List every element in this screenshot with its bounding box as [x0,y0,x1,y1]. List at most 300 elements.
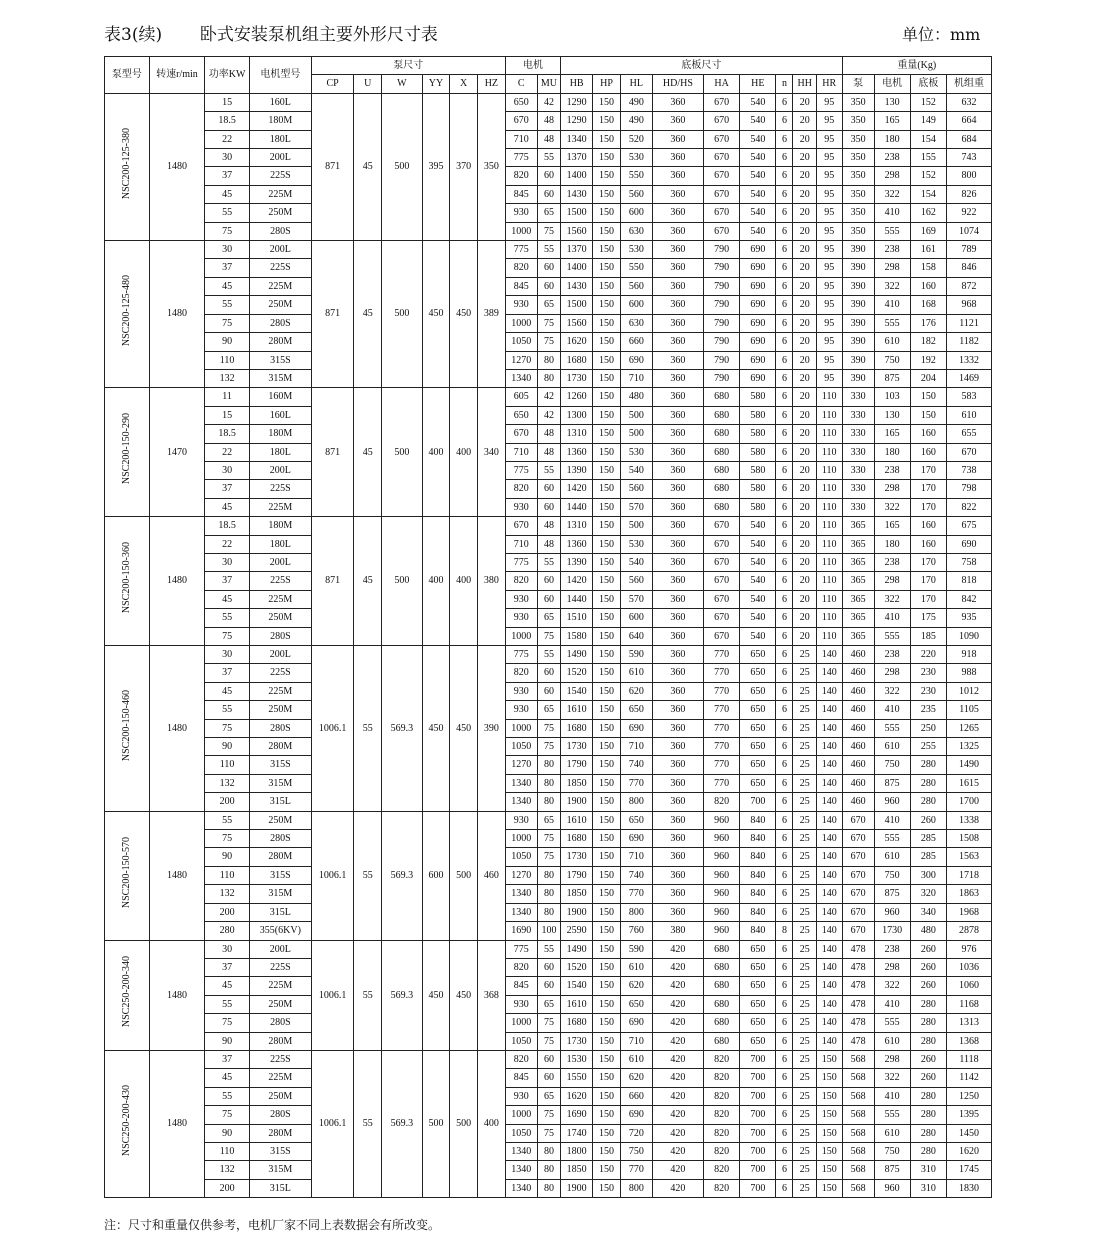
table-cell: 1325 [947,738,992,756]
table-cell: 750 [874,1142,910,1160]
table-cell: 360 [652,682,703,700]
col-header: 电机型号 [249,57,311,94]
table-cell: 150 [593,664,621,682]
table-cell: 200 [205,903,250,921]
table-cell: 6 [776,222,793,240]
table-cell: 75 [537,627,560,645]
table-cell: 680 [703,1032,739,1050]
table-cell: 100 [537,922,560,940]
table-cell: 500 [450,811,478,940]
table-cell: 37 [205,259,250,277]
table-cell: 150 [593,222,621,240]
table-cell: 478 [842,958,874,976]
table-cell: 20 [793,406,816,424]
table-cell: 150 [593,1106,621,1124]
table-cell: 710 [620,738,652,756]
table-cell: 30 [205,553,250,571]
table-cell: 1480 [149,241,204,388]
table-cell: 568 [842,1179,874,1197]
table-cell: 55 [537,646,560,664]
table-cell: 1400 [561,167,593,185]
table-cell: 1340 [505,885,537,903]
table-cell: 37 [205,480,250,498]
table-cell: 322 [874,590,910,608]
table-cell: 150 [593,830,621,848]
table-cell: 1730 [561,738,593,756]
table-cell: 555 [874,314,910,332]
table-cell: 6 [776,498,793,516]
table-cell: 820 [505,480,537,498]
table-cell: 360 [652,646,703,664]
table-cell: 200 [205,793,250,811]
table-cell: 1450 [947,1124,992,1142]
table-cell: 700 [740,1142,776,1160]
table-cell: 6 [776,646,793,664]
table-cell: 80 [537,1161,560,1179]
table-cell: 150 [593,1124,621,1142]
table-cell: 280 [910,1014,946,1032]
table-cell: 20 [793,443,816,461]
table-cell: 322 [874,1069,910,1087]
table-cell: 930 [505,609,537,627]
table-cell: 360 [652,314,703,332]
table-cell: 25 [793,958,816,976]
table-cell: 20 [793,112,816,130]
table-cell: 960 [703,848,739,866]
table-cell: 110 [816,627,842,645]
table-cell: 65 [537,811,560,829]
table-cell: 250M [249,811,311,829]
table-cell: 840 [740,811,776,829]
table-cell: 140 [816,866,842,884]
table-body [105,93,992,1197]
table-cell: 280S [249,1106,311,1124]
table-cell: 55 [205,1087,250,1105]
table-cell: 1090 [947,627,992,645]
table-cell: 235 [910,701,946,719]
table-cell: 460 [842,701,874,719]
table-cell: 1730 [561,848,593,866]
table-cell: 95 [816,277,842,295]
table-cell: 460 [842,756,874,774]
table-cell: 650 [740,719,776,737]
table-cell: 842 [947,590,992,608]
table-cell: 670 [703,572,739,590]
table-cell: 478 [842,940,874,958]
table-cell: 670 [703,185,739,203]
table-row [105,498,992,516]
table-cell: 6 [776,1161,793,1179]
table-cell: 150 [593,1069,621,1087]
table-cell: 225M [249,682,311,700]
table-cell: 37 [205,1050,250,1068]
table-cell: 25 [793,940,816,958]
table-cell: 280 [910,1142,946,1160]
table-cell: 390 [842,314,874,332]
table-cell: 18.5 [205,517,250,535]
table-cell: 310 [910,1179,946,1197]
table-row [105,314,992,332]
table-cell: 55 [537,940,560,958]
table-cell: 360 [652,793,703,811]
table-cell: 330 [842,461,874,479]
table-cell: 6 [776,995,793,1013]
table-cell: 1480 [149,811,204,940]
table-cell: 360 [652,425,703,443]
table-cell: 6 [776,461,793,479]
table-cell: 192 [910,351,946,369]
table-cell: 90 [205,1032,250,1050]
table-cell: 6 [776,93,793,111]
table-cell: 95 [816,112,842,130]
table-cell: 150 [593,958,621,976]
table-cell: 670 [703,590,739,608]
table-cell: 25 [793,922,816,940]
page-title: 表3(续) 卧式安装泵机组主要外形尺寸表 [104,25,438,45]
table-cell: 140 [816,756,842,774]
table-cell: 935 [947,609,992,627]
table-cell: 420 [652,995,703,1013]
table-cell: 620 [620,682,652,700]
table-cell: 365 [842,590,874,608]
table-cell: 280 [910,774,946,792]
table-cell: 360 [652,738,703,756]
table-cell: 820 [703,1069,739,1087]
table-cell: 1700 [947,793,992,811]
table-cell: 640 [620,627,652,645]
table-cell: 680 [703,977,739,995]
col-header: W [382,75,423,93]
table-cell: 650 [740,738,776,756]
table-cell: 55 [537,149,560,167]
table-cell: 20 [793,553,816,571]
table-cell: 580 [740,425,776,443]
table-cell: 840 [740,848,776,866]
table-cell: 6 [776,830,793,848]
table-cell: 360 [652,830,703,848]
table-cell: 260 [910,811,946,829]
table-cell: 150 [593,995,621,1013]
table-cell: 632 [947,93,992,111]
table-cell: 200L [249,940,311,958]
table-cell: 790 [703,351,739,369]
table-cell: 340 [478,388,506,517]
table-cell: 150 [593,93,621,111]
table-cell: 204 [910,369,946,387]
table-cell: 150 [593,1087,621,1105]
table-cell: 540 [740,204,776,222]
table-cell: 530 [620,443,652,461]
table-row [105,1161,992,1179]
table-cell: 569.3 [382,940,423,1050]
table-cell: 390 [842,241,874,259]
table-cell: 48 [537,112,560,130]
table-cell: 420 [652,940,703,958]
table-row [105,443,992,461]
table-cell: 1680 [561,351,593,369]
table-cell: 298 [874,259,910,277]
table-row [105,296,992,314]
table-row [105,112,992,130]
table-cell: 20 [793,333,816,351]
table-row [105,553,992,571]
table-row [105,149,992,167]
table-cell: 150 [593,388,621,406]
table-cell: 30 [205,461,250,479]
table-cell: 149 [910,112,946,130]
table-row [105,1124,992,1142]
table-cell: 420 [652,1087,703,1105]
table-cell: 6 [776,149,793,167]
table-row [105,572,992,590]
table-cell: 1480 [149,517,204,646]
table-cell: 670 [703,609,739,627]
table-cell: 1540 [561,682,593,700]
table-cell: 1730 [561,369,593,387]
table-cell: 650 [740,682,776,700]
table-cell: 560 [620,185,652,203]
table-cell: 6 [776,535,793,553]
table-cell: 60 [537,498,560,516]
table-cell: 6 [776,590,793,608]
table-cell: 540 [740,149,776,167]
table-cell: 770 [703,664,739,682]
table-cell: 140 [816,1014,842,1032]
table-cell: 540 [740,553,776,571]
table-cell: 420 [652,1179,703,1197]
table-cell: 20 [793,296,816,314]
table-cell: 650 [740,664,776,682]
table-cell: 360 [652,572,703,590]
table-cell: 1620 [561,333,593,351]
table-cell: 1300 [561,406,593,424]
table-cell: 15 [205,406,250,424]
table-cell: 60 [537,1050,560,1068]
table-cell: 150 [593,498,621,516]
table-cell: 20 [793,498,816,516]
table-cell: 6 [776,977,793,995]
table-cell: 700 [740,1069,776,1087]
table-cell: 22 [205,535,250,553]
table-cell: 410 [874,811,910,829]
table-cell: 540 [740,112,776,130]
table-cell: 540 [740,167,776,185]
table-cell: 770 [620,774,652,792]
table-cell: 150 [593,517,621,535]
table-cell: 150 [593,903,621,921]
table-cell: 1000 [505,1106,537,1124]
table-cell: 540 [740,627,776,645]
col-header: HH [793,75,816,93]
table-cell: 25 [793,1161,816,1179]
table-cell: 65 [537,204,560,222]
table-cell: 20 [793,149,816,167]
table-cell: 840 [740,922,776,940]
table-cell: 180M [249,517,311,535]
table-cell: 1000 [505,314,537,332]
table-cell: 798 [947,480,992,498]
table-cell: 250 [910,719,946,737]
table-cell: 560 [620,277,652,295]
table-cell: 168 [910,296,946,314]
table-cell: 25 [793,995,816,1013]
table-cell: 1530 [561,1050,593,1068]
table-cell: 6 [776,167,793,185]
table-cell: 960 [874,1179,910,1197]
table-row [105,885,992,903]
table-cell: 152 [910,93,946,111]
table-cell: 750 [874,351,910,369]
table-cell: 130 [874,406,910,424]
table-cell: 150 [816,1124,842,1142]
table-cell: 75 [205,314,250,332]
table-cell: 500 [620,517,652,535]
table-cell: 60 [537,664,560,682]
table-row [105,756,992,774]
table-cell: 800 [620,903,652,921]
table-cell: 160 [910,535,946,553]
table-cell: 675 [947,517,992,535]
table-cell: 670 [947,443,992,461]
table-cell: 150 [910,406,946,424]
table-cell: 1290 [561,112,593,130]
table-cell: 550 [620,167,652,185]
table-cell: 820 [505,664,537,682]
table-cell: 170 [910,590,946,608]
table-cell: 150 [593,1014,621,1032]
table-cell: 1440 [561,590,593,608]
col-header: 泵型号 [105,57,150,94]
table-cell: 530 [620,149,652,167]
table-cell: 360 [652,185,703,203]
table-row [105,903,992,921]
table-cell: 400 [422,517,450,646]
table-cell: 75 [537,719,560,737]
table-cell: 25 [793,646,816,664]
table-cell: 700 [740,793,776,811]
table-cell: 150 [593,866,621,884]
table-cell: 1340 [505,774,537,792]
table-cell: 140 [816,903,842,921]
table-cell: 170 [910,553,946,571]
table-cell: 1000 [505,830,537,848]
table-row [105,167,992,185]
table-cell: 1121 [947,314,992,332]
group-header-base: 底板尺寸 [561,57,842,75]
table-cell: 25 [793,866,816,884]
table-cell: 200L [249,646,311,664]
table-cell: 225S [249,259,311,277]
table-cell: 1340 [505,1142,537,1160]
table-cell: 710 [620,848,652,866]
table-cell: 110 [816,517,842,535]
table-cell: 150 [593,277,621,295]
table-cell: 480 [910,922,946,940]
table-cell: 25 [793,1179,816,1197]
table-cell: 568 [842,1106,874,1124]
table-cell: 320 [910,885,946,903]
table-cell: 45 [205,498,250,516]
col-header: 转速r/min [149,57,204,94]
table-cell: 555 [874,222,910,240]
table-cell: 75 [537,830,560,848]
table-cell: 140 [816,774,842,792]
table-cell: 871 [311,93,354,240]
table-cell: 1790 [561,866,593,884]
table-cell: 670 [842,830,874,848]
table-cell: 389 [478,241,506,388]
table-cell: 95 [816,259,842,277]
table-cell: 110 [205,866,250,884]
table-cell: 775 [505,149,537,167]
table-cell: 110 [816,535,842,553]
table-cell: 225M [249,277,311,295]
table-cell: 350 [842,130,874,148]
table-cell: 410 [874,995,910,1013]
table-cell: 590 [620,646,652,664]
table-cell: 930 [505,682,537,700]
table-cell: 568 [842,1124,874,1142]
table-cell: 140 [816,664,842,682]
table-cell: 182 [910,333,946,351]
table-cell: 650 [740,1032,776,1050]
table-cell: 25 [793,830,816,848]
table-cell: 60 [537,958,560,976]
table-cell: 154 [910,130,946,148]
table-cell: 20 [793,314,816,332]
table-cell: 555 [874,1106,910,1124]
table-cell: 25 [793,756,816,774]
table-cell: 569.3 [382,811,423,940]
table-cell: 875 [874,885,910,903]
table-cell: 478 [842,1014,874,1032]
table-cell: 1740 [561,1124,593,1142]
table-cell: 1340 [505,369,537,387]
table-row [105,646,992,664]
table-cell: 680 [703,940,739,958]
table-cell: 400 [422,388,450,517]
table-cell: 140 [816,995,842,1013]
table-cell: 55 [205,296,250,314]
table-cell: 555 [874,719,910,737]
table-cell: 6 [776,369,793,387]
table-cell: 160 [910,425,946,443]
table-cell: 500 [382,241,423,388]
table-cell: 1469 [947,369,992,387]
table-cell: 1310 [561,425,593,443]
table-row [105,590,992,608]
table-cell: 280M [249,1124,311,1142]
table-cell: 1006.1 [311,1050,354,1197]
table-cell: 770 [703,738,739,756]
table-cell: 960 [874,793,910,811]
table-cell: 1850 [561,774,593,792]
table-cell: 6 [776,903,793,921]
model-label: NSC200-150-360 [120,542,132,614]
table-cell: 25 [793,885,816,903]
table-cell: 380 [652,922,703,940]
table-cell: 1060 [947,977,992,995]
table-cell: 1850 [561,885,593,903]
table-cell: 822 [947,498,992,516]
table-cell: 140 [816,830,842,848]
table-cell: 820 [703,1179,739,1197]
table-cell: 568 [842,1142,874,1160]
table-cell: 460 [842,738,874,756]
table-cell: 650 [740,977,776,995]
col-header: 机组重 [947,75,992,93]
table-cell: 580 [740,461,776,479]
